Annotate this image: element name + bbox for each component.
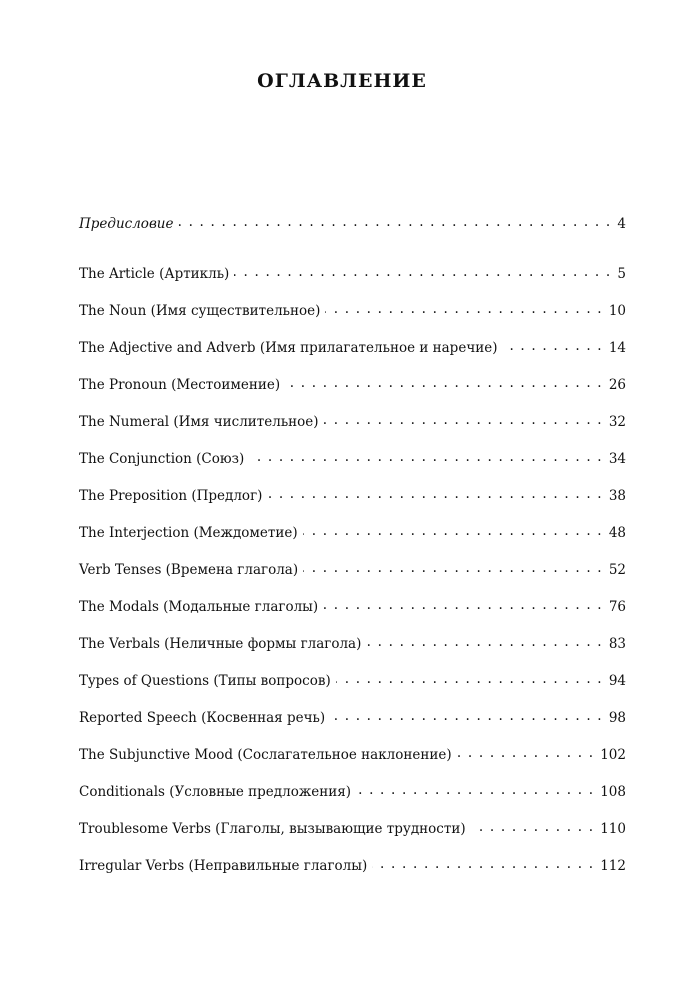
toc-entry[interactable] <box>79 523 626 549</box>
toc-dot-leader <box>356 782 594 796</box>
toc-page-number: 108 <box>600 783 626 800</box>
toc-entry[interactable] <box>79 560 626 586</box>
toc-entry-title: The Article (Артикль) <box>79 265 230 282</box>
toc-entry[interactable] <box>79 375 626 401</box>
toc-entry[interactable] <box>79 486 626 512</box>
toc-entry[interactable] <box>79 338 626 364</box>
toc-page-number: 52 <box>608 561 626 578</box>
toc-page-number: 5 <box>617 265 626 282</box>
toc-entry[interactable] <box>79 301 626 327</box>
toc-dot-leader <box>234 264 611 278</box>
toc-entry-title: Reported Speech (Косвенная речь) <box>79 709 326 726</box>
toc-entry[interactable] <box>79 708 626 734</box>
toc-page-number: 10 <box>608 302 626 319</box>
toc-entry-title: The Noun (Имя существительное) <box>79 302 321 319</box>
toc-dot-leader <box>178 214 611 228</box>
toc-page-number: 112 <box>600 857 626 874</box>
toc-entry-title: Предисловие <box>79 215 174 232</box>
toc-page-number: 83 <box>608 635 626 652</box>
toc-entry[interactable] <box>79 856 626 882</box>
toc-entry[interactable] <box>79 412 626 438</box>
toc-page-number: 110 <box>600 820 626 837</box>
toc-page-number: 94 <box>608 672 626 689</box>
toc-dot-leader <box>325 301 602 315</box>
toc-dot-leader <box>303 523 603 537</box>
toc-entry[interactable] <box>79 745 626 771</box>
toc-page-number: 4 <box>617 215 626 232</box>
toc-page-number: 38 <box>608 487 626 504</box>
toc-entry[interactable] <box>79 597 626 623</box>
toc-dot-leader <box>503 338 603 352</box>
toc-dot-leader <box>372 856 594 870</box>
toc-entry[interactable] <box>79 819 626 845</box>
toc-entry[interactable] <box>79 449 626 475</box>
toc-entry[interactable] <box>79 634 626 660</box>
toc-dot-leader <box>249 449 603 463</box>
toc-entry-title: The Adjective and Adverb (Имя прилагательное и наречие) <box>79 339 498 356</box>
page-title: ОГЛАВЛЕНИЕ <box>257 70 427 92</box>
toc-entry-title: The Preposition (Предлог) <box>79 487 263 504</box>
toc-dot-leader <box>323 597 603 611</box>
toc-entry-title: The Numeral (Имя числительное) <box>79 413 319 430</box>
toc-dot-leader <box>457 745 595 759</box>
toc-entry-title: Conditionals (Условные предложения) <box>79 783 352 800</box>
toc-entry-title: The Subjunctive Mood (Сослагательное наклонение) <box>79 746 452 763</box>
toc-entry-title: The Modals (Модальные глаголы) <box>79 598 319 615</box>
toc-entry[interactable] <box>79 264 626 290</box>
toc-entry-title: Troublesome Verbs (Глаголы, вызывающие трудности) <box>79 820 466 837</box>
toc-dot-leader <box>324 412 603 426</box>
toc-page-number: 98 <box>608 709 626 726</box>
table-of-contents <box>79 214 626 893</box>
toc-page-number: 102 <box>600 746 626 763</box>
toc-dot-leader <box>303 560 603 574</box>
toc-entry[interactable] <box>79 782 626 808</box>
toc-dot-leader <box>336 671 603 685</box>
toc-page-number: 14 <box>608 339 626 356</box>
toc-entry-title: The Pronoun (Местоимение) <box>79 376 281 393</box>
toc-entry-title: The Interjection (Междометие) <box>79 524 298 541</box>
toc-page-number: 34 <box>608 450 626 467</box>
toc-dot-leader <box>366 634 602 648</box>
toc-entry-title: Irregular Verbs (Неправильные глаголы) <box>79 857 368 874</box>
toc-entry-title: Verb Tenses (Времена глагола) <box>79 561 299 578</box>
toc-entry-title: The Conjunction (Союз) <box>79 450 245 467</box>
toc-entry-title: Types of Questions (Типы вопросов) <box>79 672 331 689</box>
toc-dot-leader <box>471 819 595 833</box>
toc-dot-leader <box>267 486 602 500</box>
toc-entry-preface[interactable] <box>79 214 626 240</box>
toc-entry[interactable] <box>79 671 626 697</box>
toc-entry-title: The Verbals (Неличные формы глагола) <box>79 635 362 652</box>
toc-page-number: 76 <box>608 598 626 615</box>
toc-page-number: 48 <box>608 524 626 541</box>
toc-dot-leader <box>285 375 603 389</box>
toc-dot-leader <box>330 708 603 722</box>
toc-page-number: 26 <box>608 376 626 393</box>
toc-page-number: 32 <box>608 413 626 430</box>
